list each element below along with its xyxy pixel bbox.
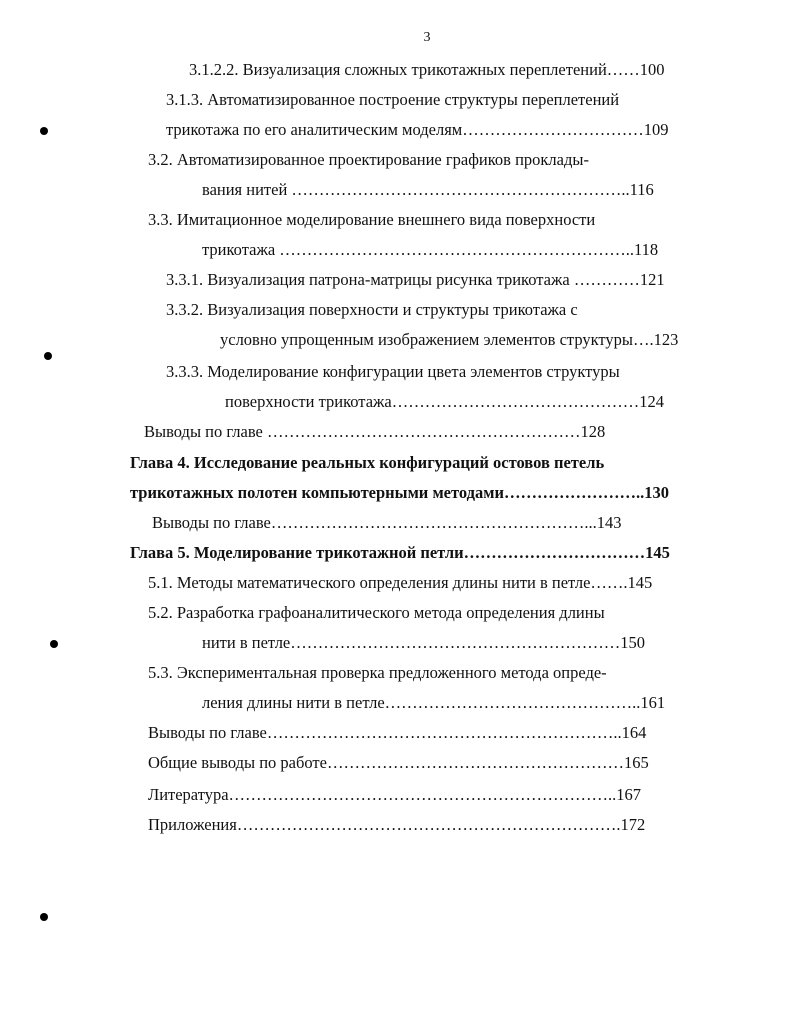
toc-entry-3-3-1: 3.3.1. Визуализация патрона-матрицы рисунка трикотажа …………121 <box>166 270 665 289</box>
toc-entry-3-3-2-cont: условно упрощенным изображением элементов структуры….123 <box>220 330 679 349</box>
binding-hole-mark <box>50 640 58 648</box>
toc-entry-5-3-cont: ления длины нити в петле………………………………………..161 <box>202 693 666 712</box>
toc-entry-3-1-3: 3.1.3. Автоматизированное построение структуры переплетений <box>166 90 620 109</box>
toc-entry-3-2: 3.2. Автоматизированное проектирование графиков проклады- <box>148 150 589 169</box>
binding-hole-mark <box>40 913 48 921</box>
toc-entry-3-3-3: 3.3.3. Моделирование конфигурации цвета элементов структуры <box>166 362 620 381</box>
toc-entry-3-1-3-cont: трикотажа по его аналитическим моделям……………………………109 <box>166 120 669 139</box>
toc-entry-3-3-3-cont: поверхности трикотажа………………………………………124 <box>225 392 664 411</box>
toc-entry-chapter-5: Глава 5. Моделирование трикотажной петли……………………………145 <box>130 543 670 562</box>
toc-entry-appendices: Приложения…………………………………………………………….172 <box>148 815 646 834</box>
binding-hole-mark <box>40 127 48 135</box>
toc-entry-3-3-cont: трикотажа ………………………………………………………..118 <box>202 240 659 259</box>
toc-entry-literature: Литература……………………………………………………………..167 <box>148 785 642 804</box>
toc-entry-3-3-2: 3.3.2. Визуализация поверхности и структуры трикотажа с <box>166 300 578 319</box>
toc-entry-3-2-cont: вания нитей ……………………………………………………..116 <box>202 180 654 199</box>
toc-entry-general-conclusions: Общие выводы по работе………………………………………………165 <box>148 753 649 772</box>
toc-entry-3-1-2-2: 3.1.2.2. Визуализация сложных трикотажных переплетений……100 <box>189 60 665 79</box>
toc-entry-conclusions-ch5: Выводы по главе………………………………………………………..164 <box>148 723 647 742</box>
toc-entry-5-1: 5.1. Методы математического определения длины нити в петле…….145 <box>148 573 653 592</box>
toc-entry-5-3: 5.3. Экспериментальная проверка предложенного метода опреде- <box>148 663 607 682</box>
toc-entry-conclusions-ch4: Выводы по главе…………………………………………………...143 <box>152 513 622 532</box>
toc-entry-conclusions-ch3: Выводы по главе …………………………………………………128 <box>144 422 606 441</box>
toc-entry-chapter-4-cont: трикотажных полотен компьютерными методами……………………..130 <box>130 483 670 502</box>
binding-hole-mark <box>44 352 52 360</box>
toc-entry-5-2-cont: нити в петле……………………………………………………150 <box>202 633 646 652</box>
toc-entry-chapter-4: Глава 4. Исследование реальных конфигураций остовов петель <box>130 453 605 472</box>
page-number: 3 <box>423 30 431 45</box>
toc-entry-5-2: 5.2. Разработка графоаналитического метода определения длины <box>148 603 605 622</box>
toc-entry-3-3: 3.3. Имитационное моделирование внешнего вида поверхности <box>148 210 596 229</box>
